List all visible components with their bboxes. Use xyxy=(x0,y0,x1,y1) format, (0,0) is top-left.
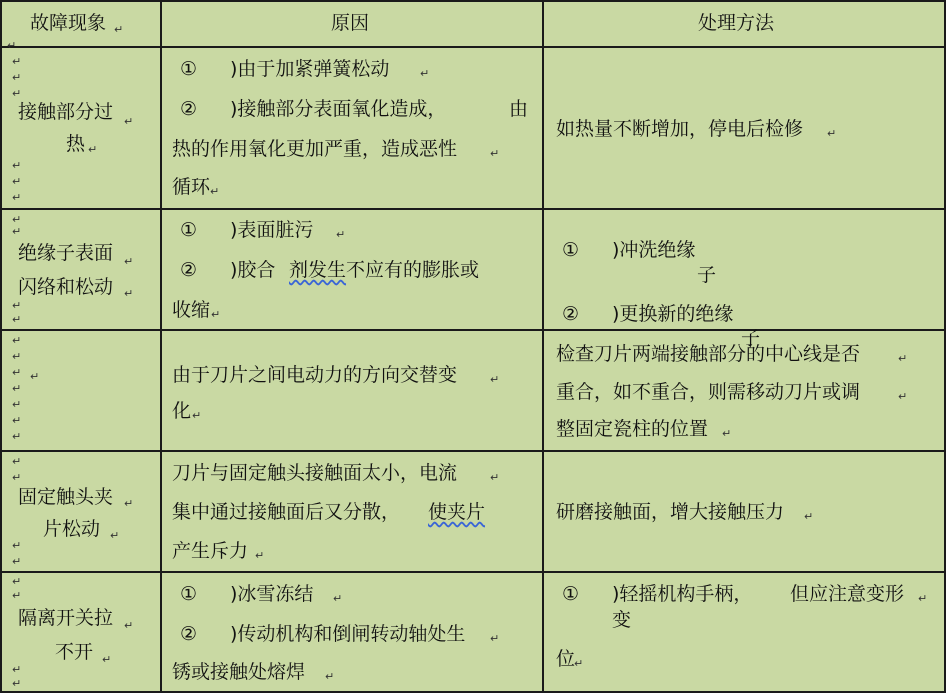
paragraph-mark: ↵ xyxy=(255,549,265,562)
paragraph-mark: ↵ xyxy=(490,373,500,386)
paragraph-mark: ↵ xyxy=(12,87,22,100)
paragraph-mark: ↵ xyxy=(12,471,22,484)
paragraph-mark: ↵ xyxy=(124,497,134,510)
row-divider xyxy=(0,329,946,331)
paragraph-mark: ↵ xyxy=(12,71,22,84)
row2-remedy-1b: 子 xyxy=(697,264,717,286)
paragraph-mark: ↵ xyxy=(325,670,335,683)
column-divider xyxy=(160,0,162,693)
row2-symptom-line1: 绝缘子表面 xyxy=(18,242,114,264)
row3-remedy-1: 检查刀片两端接触部分的中心线是否 xyxy=(556,343,861,365)
paragraph-mark: ↵ xyxy=(30,370,40,383)
paragraph-mark: ↵ xyxy=(574,657,584,670)
circled-numeral: ② xyxy=(180,98,198,120)
paragraph-mark: ↵ xyxy=(722,427,732,440)
row1-symptom-line2: 热 xyxy=(66,133,86,155)
row5-cause-3: 锈或接触处熔焊 xyxy=(172,661,306,683)
paragraph-mark: ↵ xyxy=(12,414,22,427)
paragraph-mark: ↵ xyxy=(12,589,22,602)
column-divider xyxy=(542,0,544,693)
paragraph-mark: ↵ xyxy=(490,632,500,645)
row2-cause-2c: 不应有的膨胀或 xyxy=(346,259,480,281)
paragraph-mark: ↵ xyxy=(827,127,837,140)
paragraph-mark: ↵ xyxy=(490,147,500,160)
row-divider xyxy=(0,208,946,210)
circled-numeral: ① xyxy=(562,583,580,605)
row1-cause-1: )由于加紧弹簧松动 xyxy=(230,58,390,80)
row4-cause-3: 产生斥力 xyxy=(172,540,249,562)
paragraph-mark: ↵ xyxy=(12,398,22,411)
circled-numeral: ① xyxy=(180,219,198,241)
row1-remedy: 如热量不断增加，停电后检修 xyxy=(556,118,804,140)
row1-cause-3: 热的作用氧化更加严重，造成恶性 xyxy=(172,138,458,160)
row2-cause-3: 收缩 xyxy=(172,299,211,321)
paragraph-mark: ↵ xyxy=(124,287,134,300)
row4-symptom-line1: 固定触头夹 xyxy=(18,486,114,508)
table-border-left xyxy=(0,0,2,693)
paragraph-mark: ↵ xyxy=(12,213,22,226)
row4-cause-2: 集中通过接触面后又分散， xyxy=(172,501,401,523)
paragraph-mark: ↵ xyxy=(12,539,22,552)
paragraph-mark: ↵ xyxy=(211,308,221,321)
paragraph-mark: ↵ xyxy=(12,191,22,204)
row2-remedy-1: )冲洗绝缘 xyxy=(612,239,696,261)
paragraph-mark: ↵ xyxy=(898,390,908,403)
paragraph-mark: ↵ xyxy=(12,55,22,68)
paragraph-mark: ↵ xyxy=(12,334,22,347)
paragraph-mark: ↵ xyxy=(124,115,134,128)
circled-numeral: ① xyxy=(180,58,198,80)
row5-remedy-2: 位 xyxy=(556,648,576,670)
row4-symptom-line2: 片松动 xyxy=(43,518,101,540)
row5-remedy-1c: 变 xyxy=(612,609,632,631)
row-divider xyxy=(0,450,946,452)
paragraph-mark: ↵ xyxy=(12,677,22,690)
paragraph-mark: ↵ xyxy=(12,313,22,326)
row2-remedy-2b: 子 xyxy=(741,327,761,349)
paragraph-mark: ↵ xyxy=(124,255,134,268)
paragraph-mark: ↵ xyxy=(12,159,22,172)
table-border-top xyxy=(0,0,946,2)
paragraph-mark: ↵ xyxy=(490,471,500,484)
paragraph-mark: ↵ xyxy=(12,350,22,363)
paragraph-mark: ↵ xyxy=(336,228,346,241)
paragraph-mark: ↵ xyxy=(12,555,22,568)
row3-cause-2: 化 xyxy=(172,400,192,422)
paragraph-mark: ↵ xyxy=(12,430,22,443)
row3-cause-1: 由于刀片之间电动力的方向交替变 xyxy=(172,364,458,386)
paragraph-mark: ↵ xyxy=(12,366,22,379)
paragraph-mark: ↵ xyxy=(12,299,22,312)
row2-cause-2b: 剂发生 xyxy=(289,259,347,281)
row2-symptom-line2: 闪络和松动 xyxy=(18,276,114,298)
paragraph-mark: ↵ xyxy=(102,653,112,666)
paragraph-mark: ↵ xyxy=(804,510,814,523)
row5-cause-2: )传动机构和倒闸转动轴处生 xyxy=(230,623,466,645)
row5-cause-1: )冰雪冻结 xyxy=(230,583,314,605)
row5-remedy-1b: 但应注意变形 xyxy=(790,583,905,605)
row1-cause-2b: 由 xyxy=(509,98,529,120)
header-remedy: 处理方法 xyxy=(698,12,775,34)
row3-remedy-2: 重合，如不重合，则需移动刀片或调 xyxy=(556,381,861,403)
paragraph-mark: ↵ xyxy=(918,592,928,605)
paragraph-mark: ↵ xyxy=(7,39,17,52)
row2-cause-1: )表面脏污 xyxy=(230,219,314,241)
paragraph-mark: ↵ xyxy=(210,185,220,198)
row4-cause-2b: 使夹片 xyxy=(428,501,486,523)
header-cause: 原因 xyxy=(331,12,370,34)
paragraph-mark: ↵ xyxy=(192,409,202,422)
header-symptom: 故障现象 xyxy=(30,12,107,34)
paragraph-mark: ↵ xyxy=(12,175,22,188)
paragraph-mark: ↵ xyxy=(333,592,343,605)
row2-remedy-2: )更换新的绝缘 xyxy=(612,303,734,325)
circled-numeral: ① xyxy=(562,239,580,261)
row5-symptom-line1: 隔离开关拉 xyxy=(18,607,114,629)
row4-cause-1: 刀片与固定触头接触面太小，电流 xyxy=(172,462,458,484)
row1-cause-4: 循环 xyxy=(172,176,211,198)
row-divider xyxy=(0,46,946,48)
paragraph-mark: ↵ xyxy=(114,23,124,36)
paragraph-mark: ↵ xyxy=(12,455,22,468)
circled-numeral: ② xyxy=(180,259,198,281)
circled-numeral: ① xyxy=(180,583,198,605)
row5-symptom-line2: 不开 xyxy=(55,641,94,663)
paragraph-mark: ↵ xyxy=(110,529,120,542)
paragraph-mark: ↵ xyxy=(12,225,22,238)
row4-remedy: 研磨接触面，增大接触压力 xyxy=(556,501,785,523)
row1-symptom-line1: 接触部分过 xyxy=(18,101,114,123)
paragraph-mark: ↵ xyxy=(88,143,98,156)
circled-numeral: ② xyxy=(562,303,580,325)
row1-cause-2: )接触部分表面氧化造成， xyxy=(230,98,447,120)
paragraph-mark: ↵ xyxy=(124,619,134,632)
row-divider xyxy=(0,571,946,573)
paragraph-mark: ↵ xyxy=(12,663,22,676)
paragraph-mark: ↵ xyxy=(12,575,22,588)
paragraph-mark: ↵ xyxy=(898,352,908,365)
paragraph-mark: ↵ xyxy=(420,67,430,80)
row5-remedy-1a: )轻摇机构手柄， xyxy=(612,583,753,605)
circled-numeral: ② xyxy=(180,623,198,645)
paragraph-mark: ↵ xyxy=(12,382,22,395)
row2-cause-2a: )胶合 xyxy=(230,259,276,281)
row3-remedy-3: 整固定瓷柱的位置 xyxy=(556,418,709,440)
